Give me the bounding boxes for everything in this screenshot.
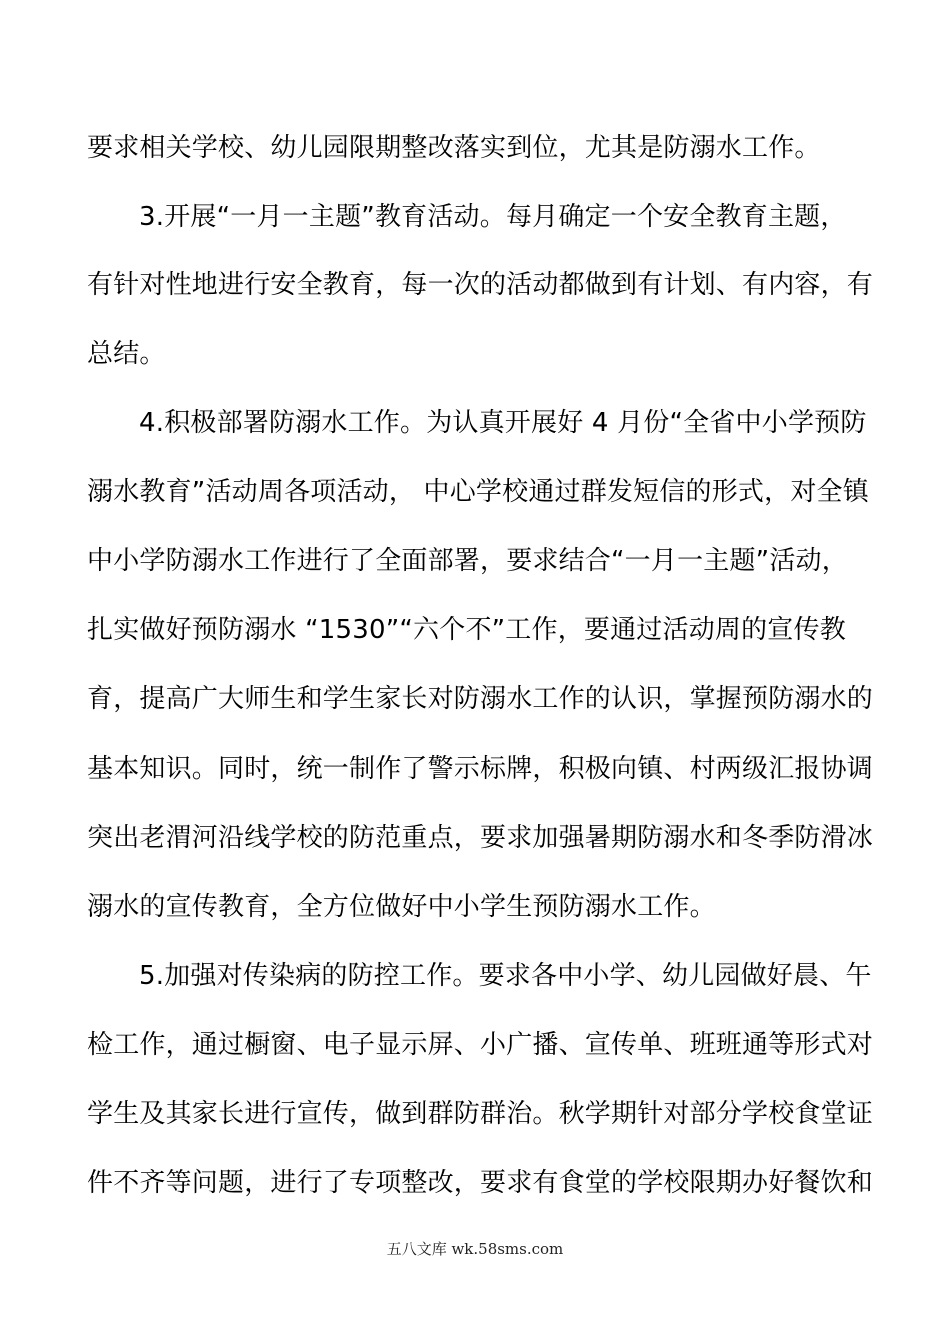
text-line: 3.开展“一月一主题”教育活动。每月确定一个安全教育主题，	[139, 202, 847, 232]
text-line: 基本知识。同时，统一制作了警示标牌，积极向镇、村两级汇报协调	[87, 754, 874, 784]
text-line: 有针对性地进行安全教育，每一次的活动都做到有计划、有内容，有	[87, 270, 874, 300]
text-line: 突出老渭河沿线学校的防范重点，要求加强暑期防溺水和冬季防滑冰	[87, 823, 874, 853]
text-line: 总结。	[87, 339, 166, 369]
page-footer: 五八文库 wk.58sms.com	[386, 1240, 564, 1258]
text-line: 溺水教育”活动周各项活动， 中心学校通过群发短信的形式，对全镇	[87, 477, 869, 507]
text-line: 5.加强对传染病的防控工作。要求各中小学、幼儿园做好晨、午	[139, 961, 872, 991]
text-line: 4.积极部署防溺水工作。为认真开展好 4 月份“全省中小学预防	[139, 408, 867, 438]
text-line: 件不齐等问题，进行了专项整改，要求有食堂的学校限期办好餐饮和	[87, 1168, 874, 1198]
text-line: 要求相关学校、幼儿园限期整改落实到位，尤其是防溺水工作。	[87, 133, 821, 163]
text-line: 溺水的宣传教育，全方位做好中小学生预防溺水工作。	[87, 892, 716, 922]
text-line: 检工作，通过橱窗、电子显示屏、小广播、宣传单、班班通等形式对	[87, 1030, 874, 1060]
text-line: 学生及其家长进行宣传，做到群防群治。秋学期针对部分学校食堂证	[87, 1099, 874, 1129]
text-line: 育，提高广大师生和学生家长对防溺水工作的认识，掌握预防溺水的	[87, 684, 874, 714]
text-line: 中小学防溺水工作进行了全面部署，要求结合“一月一主题”活动，	[87, 546, 848, 576]
text-line: 扎实做好预防溺水 “1530”“六个不”工作，要通过活动周的宣传教	[87, 615, 846, 645]
